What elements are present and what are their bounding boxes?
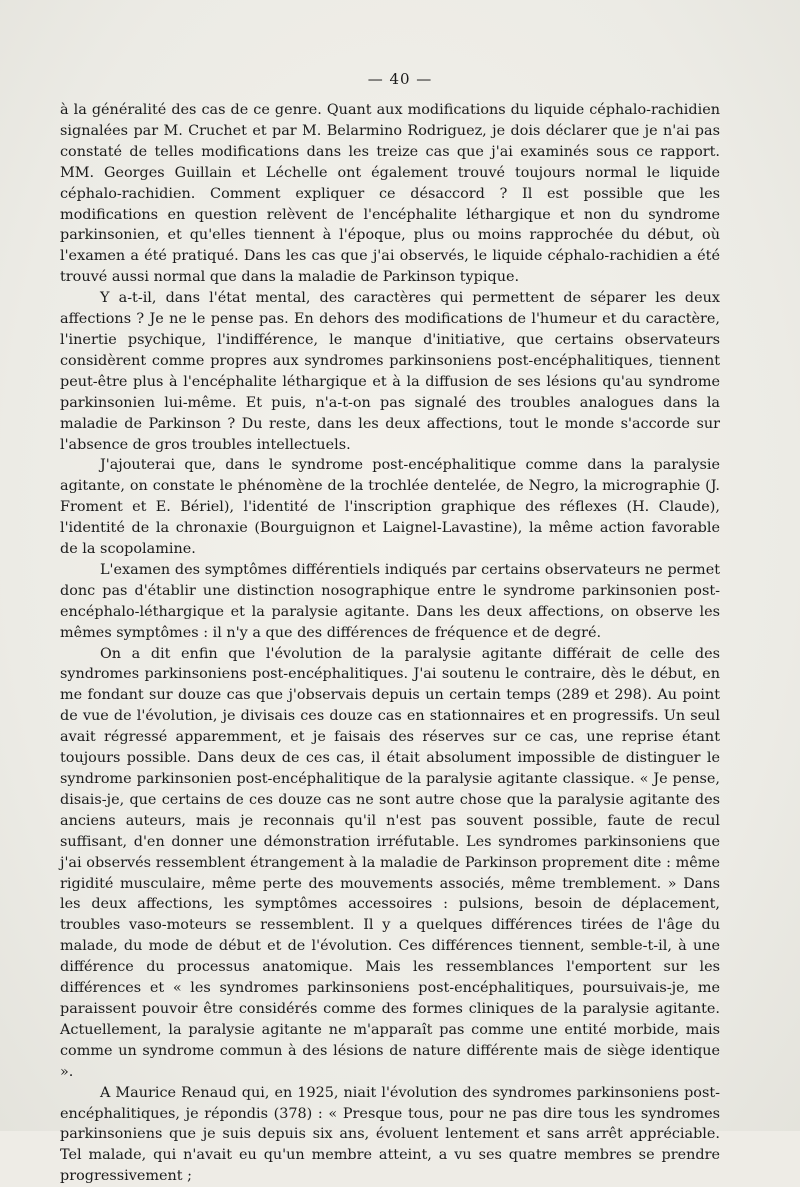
body-text (60, 100, 720, 1187)
paragraph: A Maurice Renaud qui, en 1925, niait l'évolution des syndromes parkinsoniens post-encéphalitiques, je répondis (378) : « Presque tous, pour ne pas dire tous les syndromes parkinsoniens que je suis depuis six ans, évoluent lentement et sans arrêt appréciable. Tel malade, qui n'avait eu qu'un membre atteint, a vu ses quatre membres se prendre progressivement ; (60, 1084, 720, 1185)
page-number: — 40 — (367, 70, 433, 88)
paragraph: Y a-t-il, dans l'état mental, des caractères qui permettent de séparer les deux affections ? Je ne le pense pas. En dehors des modifications de l'humeur et du caractère, l'inertie psychique, l'indifférence, le manque d'initiative, que certains observateurs considèrent comme propres aux syndromes parkinsoniens post-encéphalitiques, tiennent peut-être plus à l'encéphalite léthargique et à la diffusion de ses lésions qu'au syndrome parkinsonien lui-même. Et puis, n'a-t-on pas signalé des troubles analogues dans la maladie de Parkinson ? Du reste, dans les deux affections, tout le monde s'accorde sur l'absence de gros troubles intellectuels. (60, 290, 720, 453)
paragraph-continued: à la généralité des cas de ce genre. Quant aux modifications du liquide céphalo-rachidien signalées par M. Cruchet et par M. Belarmino Rodriguez, je dois déclarer que je n'ai pas constaté de telles modifications dans les treize cas que j'ai examinés sous ce rapport. MM. Georges Guillain et Léchelle ont également trouvé toujours normal le liquide céphalo-rachidien. Comment expliquer ce désaccord ? Il est possible que les modifications en question relèvent de l'encéphalite léthargique et non du syndrome parkinsonien, et qu'elles tiennent à l'époque, plus ou moins rapprochée du début, où l'examen a été pratiqué. Dans les cas que j'ai observés, le liquide céphalo-rachidien a été trouvé aussi normal que dans la maladie de Parkinson typique. (60, 102, 720, 286)
paragraph: L'examen des symptômes différentiels indiqués par certains observateurs ne permet donc pas d'établir une distinction nosographique entre le syndrome parkinsonien post-encéphalo-léthargique et la paralysie agitante. Dans les deux affections, on observe les mêmes symptômes : il n'y a que des différences de fréquence et de degré. (60, 561, 720, 641)
paragraph: On a dit enfin que l'évolution de la paralysie agitante différait de celle des syndromes parkinsoniens post-encéphalitiques. J'ai soutenu le contraire, dès le début, en me fondant sur douze cas que j'observais depuis un certain temps (289 et 298). Au point de vue de l'évolution, je divisais ces douze cas en stationnaires et en progressifs. Un seul avait régressé apparemment, et je faisais des réserves sur ce cas, une reprise étant toujours possible. Dans deux de ces cas, il était absolument impossible de distinguer le syndrome parkinsonien post-encéphalitique de la paralysie agitante classique. « Je pense, disais-je, que certains de ces douze cas ne sont autre chose que la paralysie agitante des anciens auteurs, mais je reconnais qu'il n'est pas souvent possible, faute de recul suffisant, d'en donner une démonstration irréfutable. Les syndromes parkinsoniens que j'ai observés ressemblent étrangement à la maladie de Parkinson proprement dite : même rigidité musculaire, même perte des mouvements associés, même tremblement. » Dans les deux affections, les symptômes accessoires : pulsions, besoin de déplacement, troubles vaso-moteurs se ressemblent. Il y a quelques différences tirées de l'âge du malade, du mode de début et de l'évolution. Ces différences tiennent, semble-t-il, à une différence du processus anatomique. Mais les ressemblances l'emportent sur les différences et « les syndromes parkinsoniens post-encéphalitiques, poursuivais-je, me paraissent pouvoir être considérés comme des formes cliniques de la paralysie agitante. Actuellement, la paralysie agitante ne m'apparaît pas comme une entité morbide, mais comme un syndrome commun à des lésions de nature différente mais de siège identique ». (60, 645, 720, 1080)
paragraph: J'ajouterai que, dans le syndrome post-encéphalitique comme dans la paralysie agitante, on constate le phénomène de la trochlée dentelée, de Negro, la micrographie (J. Froment et E. Bériel), l'identité de l'inscription graphique des réflexes (H. Claude), l'identité de la chronaxie (Bourguignon et Laignel-Lavastine), la même action favorable de la scopolamine. (60, 457, 720, 558)
